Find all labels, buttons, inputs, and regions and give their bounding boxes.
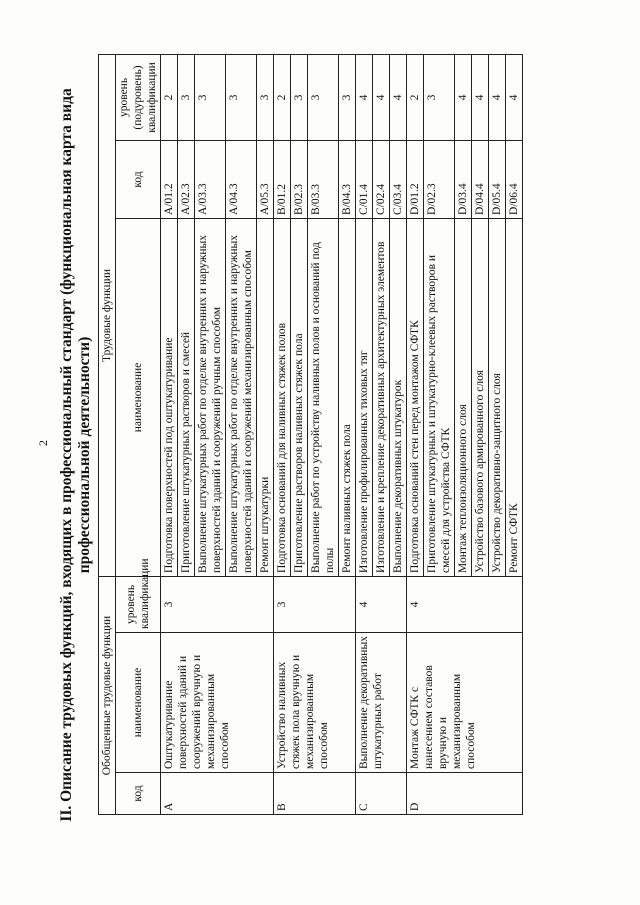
page-number: 2 xyxy=(36,440,50,446)
function-name: Ремонт штукатурки xyxy=(257,218,274,576)
header-sublevel: уровень (подуровень) квалификации xyxy=(116,54,161,140)
function-name: Выполнение штукатурных работ по отделке внутренних и наружных поверхностей зданий и сооружений механизированным способом xyxy=(226,218,257,576)
function-level: 3 xyxy=(339,54,356,140)
function-name: Приготовление растворов наливных стяжек пола xyxy=(291,218,308,576)
function-level: 4 xyxy=(472,54,489,140)
function-name: Выполнение штукатурных работ по отделке внутренних и наружных поверхностей зданий и сооружений ручным способом xyxy=(195,218,226,576)
function-name: Подготовка поверхностей под оштукатуривание xyxy=(161,218,178,576)
function-name: Подготовка оснований для наливных стяжек полов xyxy=(274,218,291,576)
group-name: Оштукатуривание поверхностей зданий и сооружений вручную и механизированным способом xyxy=(161,633,274,773)
function-name: Приготовление штукатурных и штукатурно-клеевых растворов и смесей для устройства СФТК xyxy=(424,218,455,576)
group-code: D xyxy=(407,773,523,815)
function-name: Приготовление штукатурных растворов и смесей xyxy=(178,218,195,576)
function-name: Ремонт наливных стяжек пола xyxy=(339,218,356,576)
function-code: A/01.2 xyxy=(161,140,178,218)
table-body xyxy=(161,54,523,814)
function-name: Выполнение работ по устройству наливных полов и оснований под полы xyxy=(308,218,339,576)
table-row xyxy=(274,54,291,814)
function-name: Монтаж теплоизоляционного слоя xyxy=(455,218,472,576)
header-generalized: Обобщенные трудовые функции xyxy=(99,576,116,814)
function-code: D/01.2 xyxy=(407,140,424,218)
function-name: Изготовление профилированных тиховых тяг xyxy=(356,218,373,576)
functional-map-table xyxy=(98,54,523,815)
group-level: 4 xyxy=(356,576,407,632)
function-code: C/01.4 xyxy=(356,140,373,218)
function-code: B/03.3 xyxy=(308,140,339,218)
rotated-page-content xyxy=(58,55,618,855)
group-level: 3 xyxy=(274,576,356,632)
function-code: A/03.3 xyxy=(195,140,226,218)
function-level: 3 xyxy=(257,54,274,140)
group-level: 3 xyxy=(161,576,274,632)
document-title: II. Описание трудовых функций, входящих в профессиональный стандарт (функциональная карта вида профессиональной деятельности) xyxy=(58,88,93,822)
function-level: 3 xyxy=(308,54,339,140)
function-code: A/02.3 xyxy=(178,140,195,218)
function-level: 2 xyxy=(161,54,178,140)
function-code: B/01.2 xyxy=(274,140,291,218)
table-row xyxy=(356,54,373,814)
header-function-code: код xyxy=(116,140,161,218)
group-name: Выполнение декоративных штукатурных работ xyxy=(356,633,407,773)
group-name: Монтаж СФТК с нанесением составов вручную и механизированным способом xyxy=(407,633,523,773)
function-name: Изготовление и крепление декоративных архитектурных элементов xyxy=(373,218,390,576)
function-level: 3 xyxy=(195,54,226,140)
header-row-columns xyxy=(116,54,161,814)
function-level: 4 xyxy=(390,54,407,140)
function-name: Выполнение декоративных штукатурок xyxy=(390,218,407,576)
function-level: 4 xyxy=(506,54,523,140)
function-level: 2 xyxy=(274,54,291,140)
function-level: 3 xyxy=(424,54,455,140)
function-code: D/03.4 xyxy=(455,140,472,218)
function-level: 4 xyxy=(373,54,390,140)
function-code: B/02.3 xyxy=(291,140,308,218)
function-level: 3 xyxy=(178,54,195,140)
function-code: C/03.4 xyxy=(390,140,407,218)
function-name: Ремонт СФТК xyxy=(506,218,523,576)
function-code: D/04.4 xyxy=(472,140,489,218)
group-code: B xyxy=(274,773,356,815)
table-row xyxy=(407,54,424,814)
header-level: уровень квалификации xyxy=(116,576,161,632)
header-row-groups xyxy=(99,54,116,814)
function-code: D/02.3 xyxy=(424,140,455,218)
function-code: A/05.3 xyxy=(257,140,274,218)
function-level: 4 xyxy=(455,54,472,140)
function-name: Устройство базового армированного слоя xyxy=(472,218,489,576)
function-code: B/04.3 xyxy=(339,140,356,218)
header-labor: Трудовые функции xyxy=(99,54,116,576)
group-name: Устройство наливных стяжек пола вручную и механизированным способом xyxy=(274,633,356,773)
table-row xyxy=(161,54,178,814)
header-code: код xyxy=(116,773,161,815)
function-level: 4 xyxy=(356,54,373,140)
function-name: Устройство декоративно-защитного слоя xyxy=(489,218,506,576)
function-code: D/06.4 xyxy=(506,140,523,218)
group-code: A xyxy=(161,773,274,815)
function-code: C/02.4 xyxy=(373,140,390,218)
function-level: 3 xyxy=(226,54,257,140)
group-code: C xyxy=(356,773,407,815)
header-function-name: наименование xyxy=(116,218,161,576)
function-code: D/05.4 xyxy=(489,140,506,218)
function-level: 3 xyxy=(291,54,308,140)
function-code: A/04.3 xyxy=(226,140,257,218)
function-level: 2 xyxy=(407,54,424,140)
function-level: 4 xyxy=(489,54,506,140)
function-name: Подготовка оснований стен перед монтажом СФТК xyxy=(407,218,424,576)
header-name: наименование xyxy=(116,633,161,773)
group-level: 4 xyxy=(407,576,523,632)
